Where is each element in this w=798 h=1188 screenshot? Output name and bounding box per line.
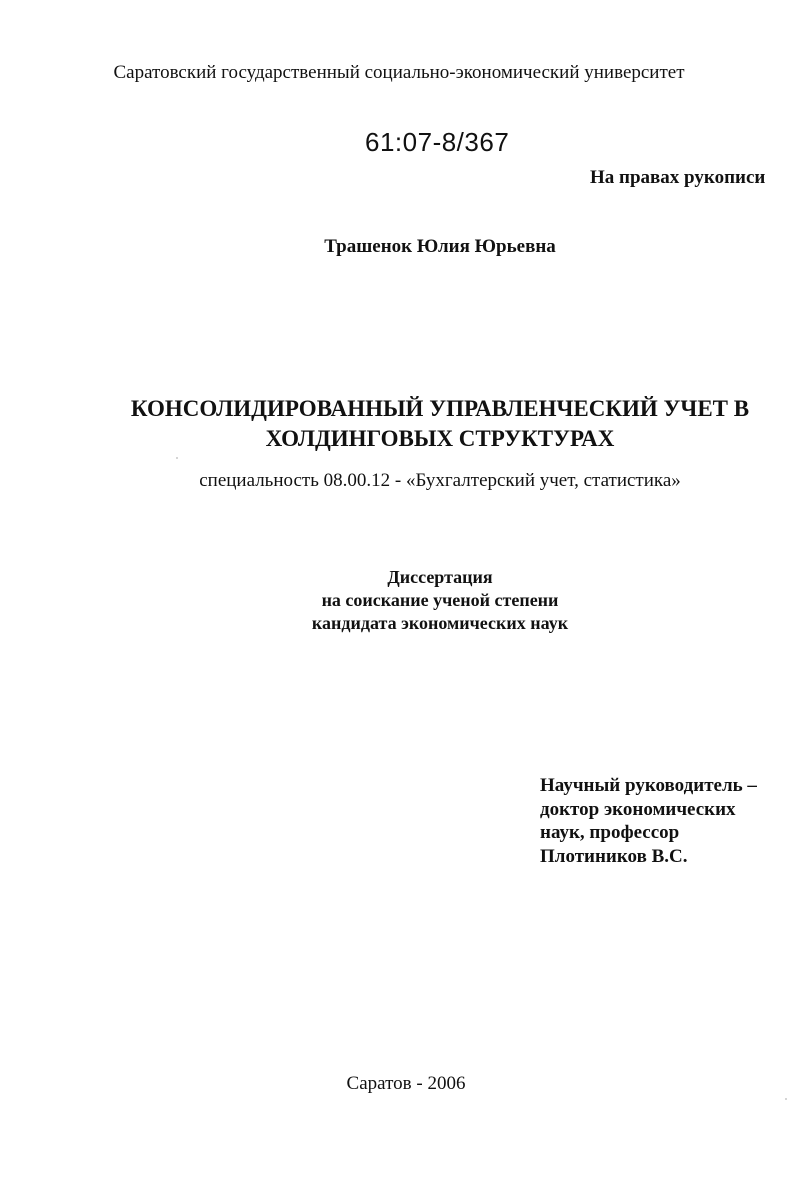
author-name: Трашенок Юлия Юрьевна [324, 236, 556, 257]
scan-speck [785, 1098, 787, 1100]
dissertation-title [0, 394, 798, 454]
library-stamp-number: 61:07-8/367 [365, 127, 510, 157]
scan-speck [176, 457, 178, 459]
rights-note: На правах рукописи [590, 167, 766, 188]
supervisor-line-2: доктор экономических [540, 798, 736, 820]
university-name: Саратовский государственный социально-экономический университет [113, 62, 685, 83]
degree-line-2: на соискание ученой степени [321, 590, 559, 610]
supervisor-block [540, 774, 757, 868]
degree-block [0, 566, 798, 635]
title-line-1: КОНСОЛИДИРОВАННЫЙ УПРАВЛЕНЧЕСКИЙ УЧЕТ В [130, 396, 750, 421]
supervisor-line-3: наук, профессор [540, 822, 680, 843]
supervisor-line-4: Плотиников В.С. [540, 845, 688, 867]
degree-line-3: кандидата экономических наук [311, 613, 569, 633]
supervisor-line-1: Научный руководитель – [540, 775, 757, 796]
specialty-line: специальность 08.00.12 - «Бухгалтерский учет, статистика» [199, 470, 681, 491]
degree-line-1: Диссертация [387, 567, 493, 587]
title-line-2: ХОЛДИНГОВЫХ СТРУКТУРАХ [265, 426, 615, 451]
city-year: Саратов - 2006 [346, 1073, 466, 1094]
